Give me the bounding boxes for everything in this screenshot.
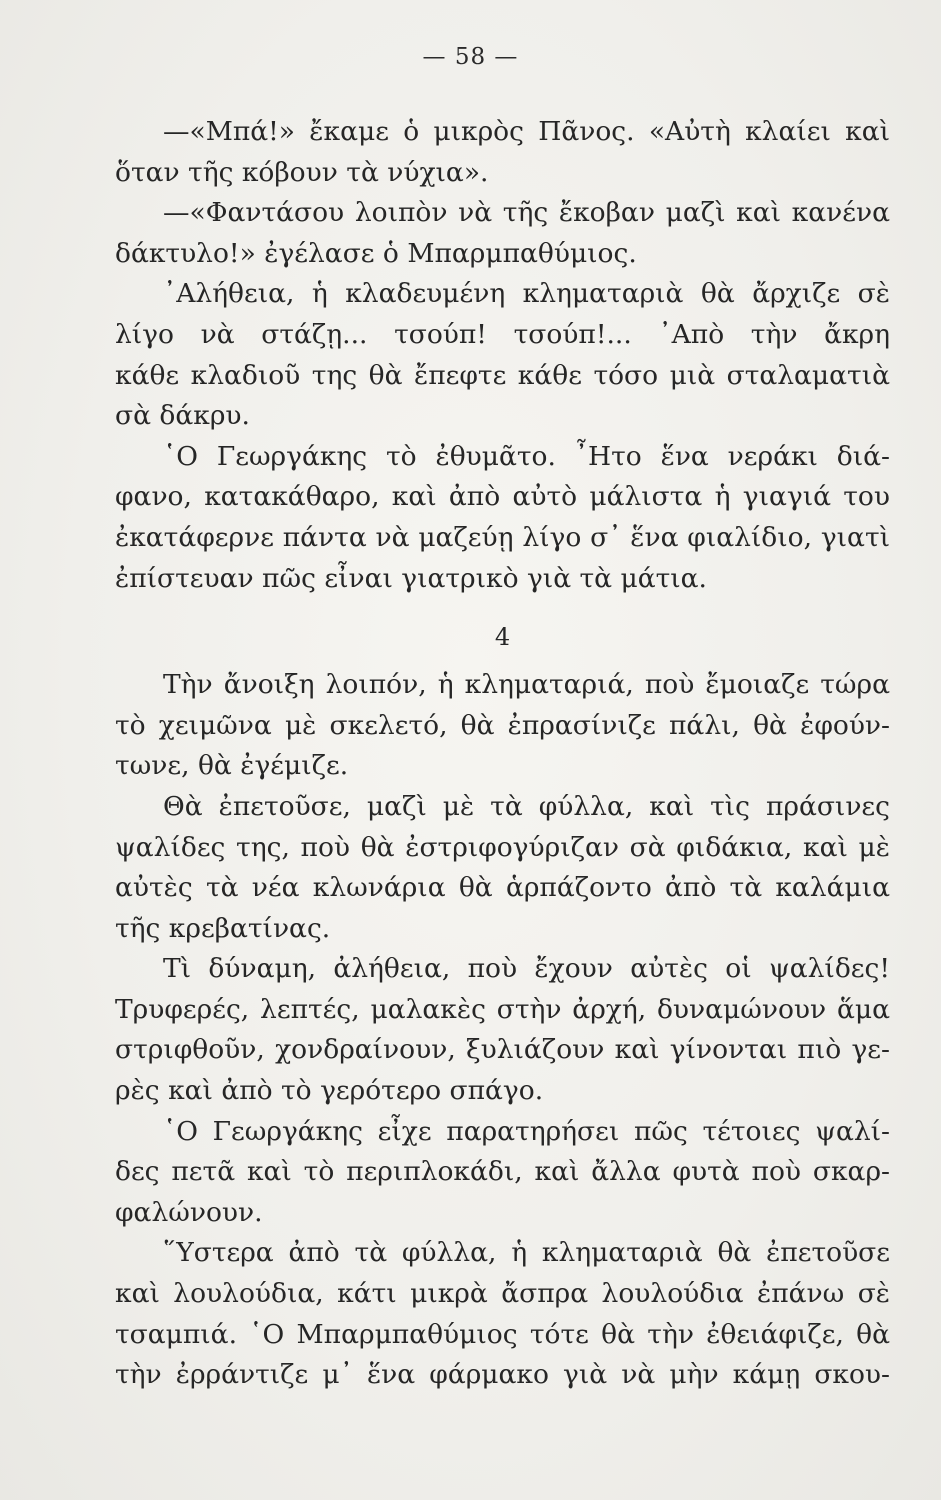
page-number: — 58 —: [422, 44, 519, 70]
text-line: φαλώνουν.: [115, 1196, 263, 1228]
text-line: τωνε, θὰ ἐγέμιζε.: [115, 750, 349, 782]
text-line: δάκτυλο!» ἐγέλασε ὁ Μπαρμπαθύμιος.: [115, 237, 637, 269]
text-line: ἐκατάφερνε πάντα νὰ μαζεύῃ λίγο σ᾿ ἕνα φιαλίδιο, γιατὶ: [115, 521, 890, 553]
text-line: τσαμπιά. ῾Ο Μπαρμπαθύμιος τότε θὰ τὴν ἐθειάφιζε, θὰ: [115, 1318, 890, 1350]
text-line: ψαλίδες της, ποὺ θὰ ἐστριφογύριζαν σὰ φιδάκια, καὶ μὲ: [115, 831, 890, 863]
text-line: σὰ δάκρυ.: [115, 400, 250, 432]
text-line: ῞Υστερα ἀπὸ τὰ φύλλα, ἡ κληματαριὰ θὰ ἐπετοῦσε: [163, 1237, 890, 1269]
text-line: ὅταν τῆς κόβουν τὰ νύχια».: [115, 156, 489, 188]
text-block-before-section: [115, 112, 890, 599]
text-line: ἐπίστευαν πῶς εἶναι γιατρικὸ γιὰ τὰ μάτια.: [115, 562, 707, 594]
text-line: Τὶ δύναμη, ἀλήθεια, ποὺ ἔχουν αὐτὲς οἱ ψαλίδες!: [163, 953, 890, 985]
page-text: [115, 112, 890, 1396]
text-line: —«Μπά!» ἔκαμε ὁ μικρὸς Πᾶνος. «Αὐτὴ κλαίει καὶ: [163, 116, 890, 147]
text-line: Θὰ ἐπετοῦσε, μαζὶ μὲ τὰ φύλλα, καὶ τὶς πράσινες: [163, 790, 890, 822]
text-block-after-section: [115, 665, 890, 1396]
section-number: 4: [494, 623, 511, 652]
text-line: Τὴν ἄνοιξη λοιπόν, ἡ κληματαριά, ποὺ ἔμοιαζε τώρα: [163, 669, 890, 701]
text-line: ῾Ο Γεωργάκης εἶχε παρατηρήσει πῶς τέτοιες ψαλί-: [163, 1115, 890, 1147]
text-line: Τρυφερές, λεπτές, μαλακὲς στὴν ἀρχή, δυναμώνουν ἅμα: [115, 993, 890, 1025]
text-line: τῆς κρεβατίνας.: [115, 912, 331, 944]
text-line: φανο, κατακάθαρο, καὶ ἀπὸ αὐτὸ μάλιστα ἡ γιαγιά του: [115, 481, 890, 513]
text-line: λίγο νὰ στάζῃ... τσούπ! τσούπ!... ᾿Απὸ τὴν ἄκρη: [115, 318, 890, 350]
text-line: κάθε κλαδιοῦ της θὰ ἔπεφτε κάθε τόσο μιὰ σταλαματιὰ: [115, 359, 890, 391]
text-line: καὶ λουλούδια, κάτι μικρὰ ἄσπρα λουλούδια ἐπάνω σὲ: [115, 1278, 890, 1310]
text-line: ᾿Αλήθεια, ἡ κλαδευμένη κληματαριὰ θὰ ἄρχιζε σὲ: [163, 278, 890, 310]
text-line: τὴν ἐρράντιζε μ᾿ ἕνα φάρμακο γιὰ νὰ μὴν κάμῃ σκου-: [115, 1359, 890, 1391]
text-line: ῾Ο Γεωργάκης τὸ ἐθυμᾶτο. ῏Ητο ἕνα νεράκι διά-: [163, 440, 890, 472]
text-line: δες πετᾶ καὶ τὸ περιπλοκάδι, καὶ ἄλλα φυτὰ ποὺ σκαρ-: [115, 1156, 890, 1188]
text-line: ρὲς καὶ ἀπὸ τὸ γερότερο σπάγο.: [115, 1075, 544, 1107]
text-line: στριφθοῦν, χονδραίνουν, ξυλιάζουν καὶ γίνονται πιὸ γε-: [115, 1034, 890, 1066]
text-line: τὸ χειμῶνα μὲ σκελετό, θὰ ἐπρασίνιζε πάλι, θὰ ἐφούν-: [115, 709, 890, 741]
text-line: αὐτὲς τὰ νέα κλωνάρια θὰ ἁρπάζοντο ἀπὸ τὰ καλάμια: [115, 872, 890, 904]
text-line: —«Φαντάσου λοιπὸν νὰ τῆς ἔκοβαν μαζὶ καὶ κανένα: [163, 197, 890, 229]
